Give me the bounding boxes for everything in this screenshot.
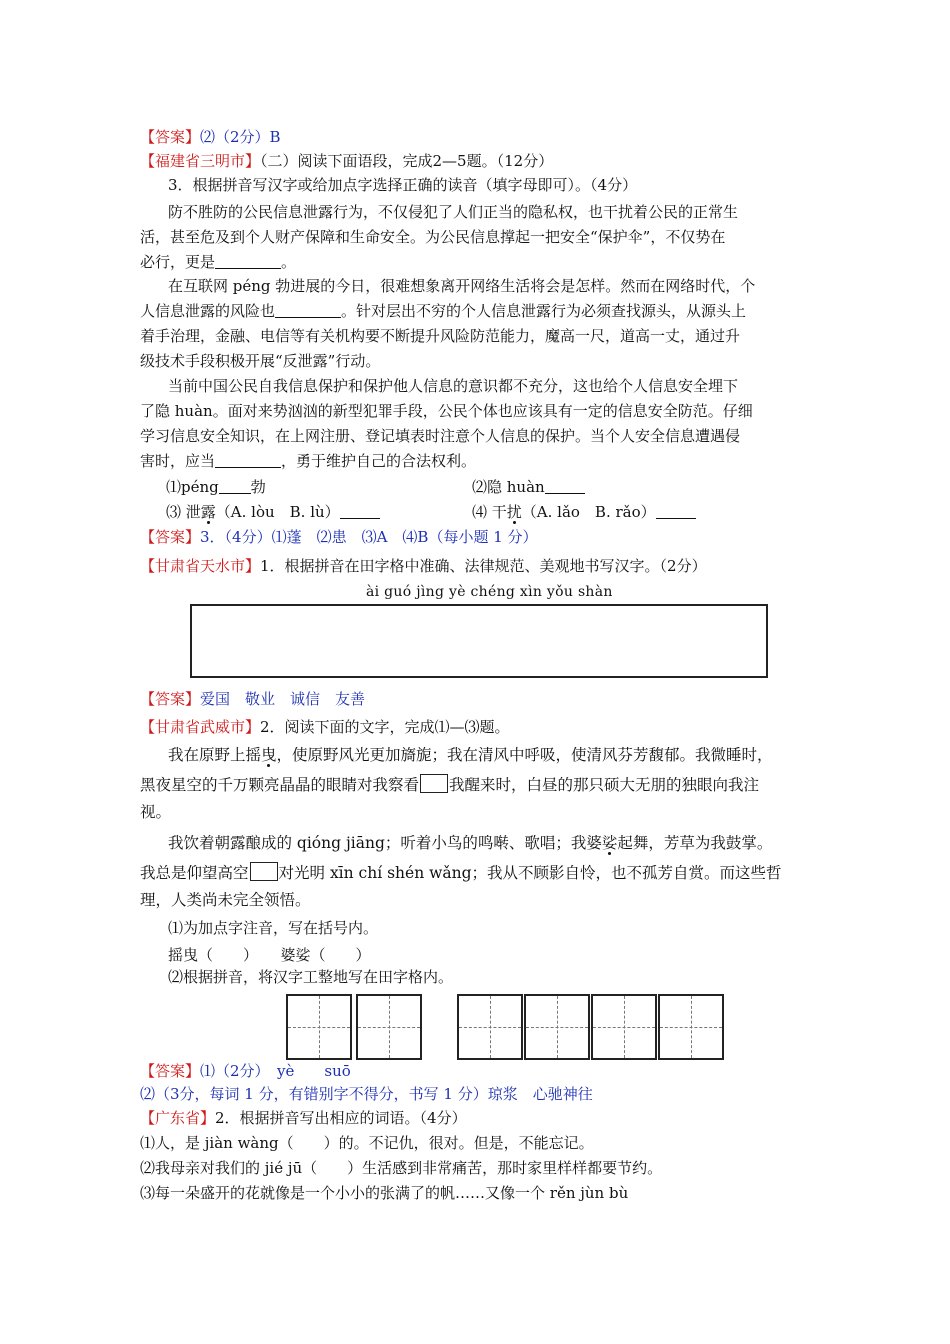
tianzige-cell (356, 994, 422, 1060)
fill-blank (656, 504, 696, 519)
section-heading-guangdong (140, 1108, 467, 1128)
option-item (472, 502, 696, 522)
text-fragment: 我饮着朝露酿成的 qióng jiāng；听着小鸟的鸣啭、歌唱；我婆 (168, 834, 602, 852)
question-text: 2．根据拼音写出相应的词语。（4分） (215, 1109, 467, 1127)
paragraph-line (140, 301, 746, 321)
sentence-item: ⑶每一朵盛开的花就像是一个小小的张满了的帆……又像一个 rěn jùn bù (140, 1184, 629, 1202)
paragraph-line: 在互联网 péng 勃进展的今日，很难想象离开网络生活将会是怎样。然而在网络时代，个 (168, 277, 756, 295)
tianzige-cell (457, 994, 523, 1060)
answer-line-top (140, 127, 281, 147)
paragraph-line: 防不胜防的公民信息泄露行为，不仅侵犯了人们正当的隐私权，也干扰着公民的正常生 (168, 203, 739, 221)
section-intro: （二）阅读下面语段，完成2—5题。（12分） (260, 152, 554, 170)
option-choices: （A. lǎo B. rǎo） (521, 503, 656, 521)
answer-text: ⑵（3分，每词 1 分，有错别字不得分，书写 1 分）琼浆 心驰神往 (140, 1085, 593, 1103)
option-item (166, 502, 380, 522)
answer-text: 3．（4分）⑴蓬 ⑵患 ⑶A ⑷B（每小题 1 分） (200, 528, 538, 546)
option-item (472, 477, 585, 497)
paragraph-line (140, 451, 476, 471)
punctuation-box (250, 862, 278, 881)
fill-blank (340, 504, 380, 519)
text-fragment: 必行，更是 (140, 253, 216, 271)
dotted-character: 扰 (506, 503, 522, 521)
paragraph-line: 了隐 huàn。面对来势汹汹的新型犯罪手段，公民个体也应该具有一定的信息安全防范。仔细 (140, 402, 753, 420)
text-fragment: 我在原野上摇 (168, 746, 262, 764)
tianzige-cell (524, 994, 590, 1060)
answer-line (140, 689, 365, 709)
tianzige-cell (286, 994, 352, 1060)
sentence-item: ⑵我母亲对我们的 jié jū（ ）生活感到非常痛苦，那时家里样样都要节约。 (140, 1159, 663, 1177)
option-choices: （A. lòu B. lù） (215, 503, 340, 521)
option-label: ⑴péng (166, 478, 219, 496)
answer-label: 【答案】 (140, 128, 201, 146)
text-fragment: 对光明 xīn chí shén wǎng；我从不顾影自怜，也不孤芳自赏。而这些哲 (278, 864, 782, 882)
paragraph-line (168, 745, 773, 765)
writing-box (190, 604, 768, 678)
paragraph-line (140, 252, 296, 272)
option-label: ⑵隐 huàn (472, 478, 545, 496)
fill-blank (219, 479, 251, 494)
region-label: 【甘肃省武威市】 (140, 718, 261, 736)
question-text: 2．阅读下面的文字，完成⑴—⑶题。 (260, 718, 510, 736)
answer-label: 【答案】 (140, 1062, 201, 1080)
sub-question: ⑴为加点字注音，写在括号内。 (168, 919, 379, 937)
question-text: 3．根据拼音写汉字或给加点字选择正确的读音（填字母即可）。（4分） (168, 176, 638, 194)
text-fragment: 害时，应当 (140, 452, 216, 470)
text-fragment: 起舞，芳草为我鼓掌。 (617, 834, 773, 852)
sentence-item: ⑴人，是 jiàn wàng（ ）的。不记仇，很对。但是，不能忘记。 (140, 1134, 594, 1152)
paragraph-line: 视。 (140, 803, 172, 821)
punctuation-box (420, 774, 448, 793)
option-label: ⑷ 干 (472, 503, 507, 521)
fill-blank (215, 453, 281, 468)
paragraph-line (140, 862, 782, 883)
paragraph-line: 当前中国公民自我信息保护和保护他人信息的意识都不充分，这也给个人信息安全埋下 (168, 377, 739, 395)
answer-text: 爱国 敬业 诚信 友善 (200, 690, 366, 708)
region-label: 【甘肃省天水市】 (140, 557, 261, 575)
answer-line (140, 527, 538, 547)
answer-label: 【答案】 (140, 690, 201, 708)
answer-text: ⑵（2分）B (200, 128, 281, 146)
text-fragment: 我总是仰望高空 (140, 864, 249, 882)
answer-text: ⑴（2分） yè suō (200, 1062, 351, 1080)
paragraph-line: 着手治理，金融、电信等有关机构要不断提升风险防范能力，魔高一尺，道高一丈，通过升 (140, 327, 741, 345)
section-heading-sanming (140, 151, 553, 171)
sub-question: ⑵根据拼音，将汉字工整地写在田字格内。 (168, 968, 454, 986)
pinyin-prompt: ài guó jìng yè chéng xìn yǒu shàn (366, 584, 613, 600)
answer-line (140, 1061, 351, 1081)
text-fragment: ，勇于维护自己的合法权利。 (281, 452, 477, 470)
dotted-character: 曳 (261, 746, 277, 764)
tianzige-cell (658, 994, 724, 1060)
answer-label: 【答案】 (140, 528, 201, 546)
text-fragment: 黑夜星空的千万颗亮晶晶的眼睛对我察看 (140, 776, 420, 794)
text-fragment: 我醒来时，白昼的那只硕大无朋的独眼向我注 (449, 776, 760, 794)
paragraph-line: 理，人类尚未完全领悟。 (140, 891, 311, 909)
option-label: 勃 (250, 478, 266, 496)
text-fragment: 。 (281, 253, 297, 271)
section-heading-wuwei (140, 717, 510, 737)
paragraph-line: 学习信息安全知识，在上网注册、登记填表时注意个人信息的保护。当个人安全信息遭遇侵 (140, 427, 741, 445)
paragraph-line (140, 774, 759, 795)
fill-blank (275, 303, 341, 318)
sub-question-items: 摇曳（ ） 婆娑（ ） (168, 946, 371, 964)
fill-blank (215, 254, 281, 269)
fill-blank (545, 479, 585, 494)
text-fragment: 人信息泄露的风险也 (140, 302, 276, 320)
tianzige-cell (591, 994, 657, 1060)
option-item (166, 477, 266, 497)
section-heading-tianshui (140, 556, 707, 576)
paragraph-line (168, 833, 772, 853)
paragraph-line: 级技术手段积极开展“反泄露”行动。 (140, 352, 381, 370)
dotted-character: 娑 (601, 834, 618, 852)
text-fragment: 。针对层出不穷的个人信息泄露行为必须查找源头，从源头上 (341, 302, 747, 320)
text-fragment: ，使原野风光更加旖旎；我在清风中呼吸，使清风芬芳馥郁。我微睡时， (276, 746, 773, 764)
region-label: 【福建省三明市】 (140, 152, 261, 170)
paragraph-line: 活，甚至危及到个人财产保障和生命安全。为公民信息撑起一把安全“保护伞”，不仅势在 (140, 228, 726, 246)
question-text: 1．根据拼音在田字格中准确、法律规范、美观地书写汉字。（2分） (260, 557, 707, 575)
region-label: 【广东省】 (140, 1109, 216, 1127)
option-label: ⑶ 泄 (166, 503, 201, 521)
dotted-character: 露 (200, 503, 216, 521)
